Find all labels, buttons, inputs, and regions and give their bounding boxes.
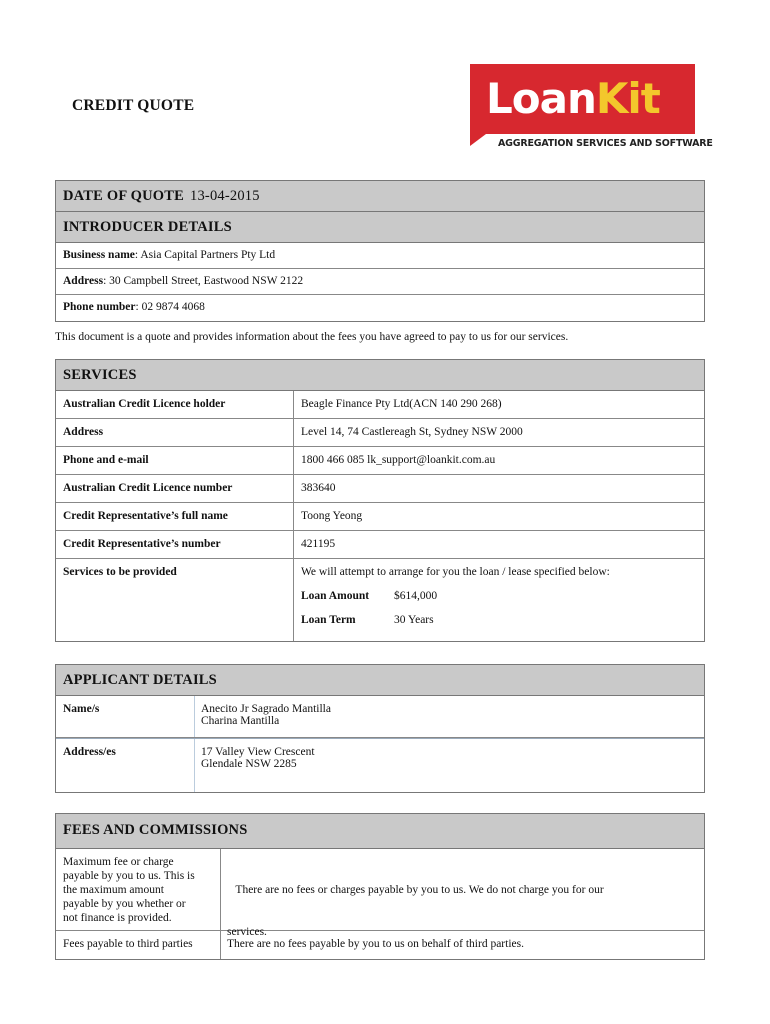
applicant-box [55, 664, 705, 793]
applicant-names-row [56, 696, 704, 738]
introducer-box [55, 180, 705, 322]
document-title: CREDIT QUOTE [72, 97, 195, 114]
max-fee-label [56, 849, 221, 930]
max-fee-row [56, 849, 704, 938]
loan-amount-line [301, 590, 610, 602]
date-of-quote-label: DATE OF QUOTE [63, 188, 185, 204]
services-row-label: Credit Representative’s full name [63, 510, 228, 522]
phone-number-label: Phone number [63, 301, 136, 313]
introducer-address-row [56, 269, 704, 295]
applicant-name-1: Anecito Jr Sagrado Mantilla [201, 703, 331, 715]
applicant-address-cell [194, 739, 704, 792]
applicant-header: APPLICANT DETAILS [56, 665, 704, 696]
services-row-label: Australian Credit Licence holder [63, 398, 226, 410]
loan-amount-label: Loan Amount [301, 590, 370, 602]
services-row-value: Beagle Finance Pty Ltd(ACN 140 290 268) [301, 398, 502, 410]
services-row-label: Australian Credit Licence number [63, 482, 233, 494]
third-party-fees-value: There are no fees payable by you to us on behalf of third parties. [227, 938, 524, 950]
introducer-address-label: Address [63, 275, 104, 287]
max-fee-value-line: There are no fees or charges payable by you to us. We do not charge you for our [227, 884, 604, 896]
max-fee-value-line: services. [227, 926, 267, 938]
services-row-value: 421195 [301, 538, 336, 550]
loankit-logo [470, 64, 695, 134]
services-row [56, 419, 704, 447]
loan-term-line [301, 614, 610, 626]
services-row-label: Phone and e-mail [63, 454, 149, 466]
third-party-fees-row [56, 931, 704, 959]
applicant-address-2: Glendale NSW 2285 [201, 758, 297, 770]
applicant-address-1: 17 Valley View Crescent [201, 746, 315, 758]
services-row-label: Credit Representative’s number [63, 538, 221, 550]
services-row [56, 531, 704, 559]
fees-header: FEES AND COMMISSIONS [56, 814, 704, 849]
applicant-names-cell [194, 696, 704, 737]
services-provided-row [56, 559, 704, 641]
business-name-label: Business name [63, 249, 135, 261]
max-fee-label-line: the maximum amount [63, 884, 164, 896]
introducer-address-value: : 30 Campbell Street, Eastwood NSW 2122 [103, 275, 304, 287]
services-row-value: 1800 466 085 lk_support@loankit.com.au [301, 454, 496, 466]
max-fee-label-line: Maximum fee or charge [63, 856, 174, 868]
applicant-name-2: Charina Mantilla [201, 715, 280, 727]
applicant-address-row [56, 738, 704, 792]
business-name-row [56, 243, 704, 269]
introducer-header: INTRODUCER DETAILS [56, 212, 704, 243]
applicant-address-label: Address/es [63, 746, 116, 758]
intro-paragraph: This document is a quote and provides information about the fees you have agreed to pay to us for our services. [55, 331, 569, 343]
services-box [55, 359, 705, 642]
logo-kit-text: Kit [595, 74, 660, 123]
services-row [56, 503, 704, 531]
business-name-value: : Asia Capital Partners Pty Ltd [134, 249, 276, 261]
third-party-fees-label: Fees payable to third parties [56, 931, 221, 959]
services-row [56, 475, 704, 503]
max-fee-label-line: payable by you to us. This is [63, 870, 195, 882]
loan-term-value: 30 Years [394, 614, 434, 626]
loan-amount-value: $614,000 [394, 590, 438, 602]
services-row-label: Address [63, 426, 104, 438]
date-of-quote-value: 13-04-2015 [190, 188, 260, 204]
services-row-value: Toong Yeong [301, 510, 363, 522]
applicant-names-label: Name/s [63, 703, 100, 715]
phone-number-value: : 02 9874 4068 [135, 301, 205, 313]
services-row-value: Level 14, 74 Castlereagh St, Sydney NSW 2000 [301, 426, 523, 438]
logo-tail-shape [470, 134, 486, 146]
services-header: SERVICES [56, 360, 704, 391]
fees-box [55, 813, 705, 960]
max-fee-label-line: not finance is provided. [63, 912, 172, 924]
date-of-quote-header [56, 181, 704, 212]
logo-loan-text: Loan [486, 74, 596, 123]
services-provided-cell [301, 559, 610, 626]
loan-term-label: Loan Term [301, 614, 356, 626]
logo-wordmark [486, 70, 660, 128]
logo-tagline: AGGREGATION SERVICES AND SOFTWARE [498, 138, 713, 149]
services-provided-text: We will attempt to arrange for you the loan / lease specified below: [301, 566, 610, 578]
services-provided-label: Services to be provided [63, 566, 177, 578]
services-row-value: 383640 [301, 482, 336, 494]
services-row [56, 447, 704, 475]
services-row [56, 391, 704, 419]
max-fee-label-line: payable by you whether or [63, 898, 186, 910]
phone-number-row [56, 295, 704, 321]
